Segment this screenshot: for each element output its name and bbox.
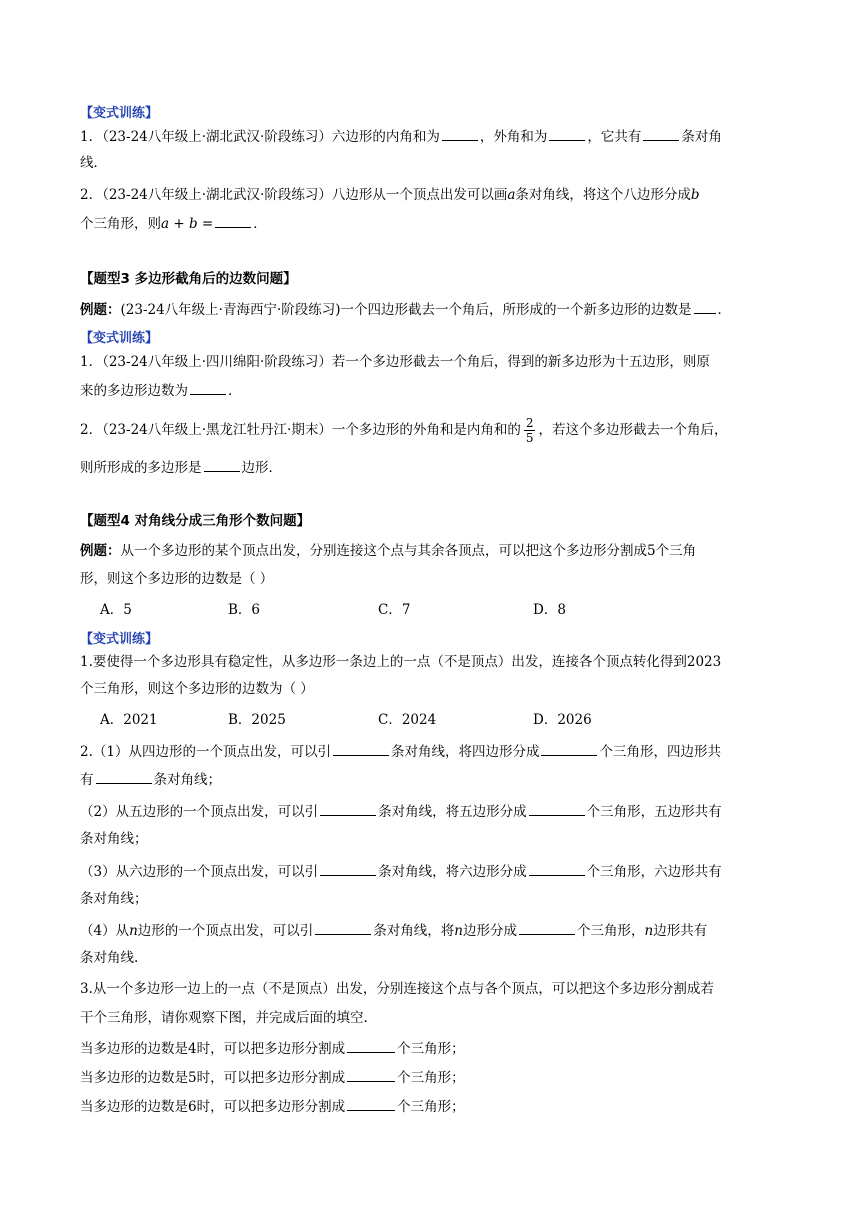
type-4-v2-part-4-line-2: 条对角线. xyxy=(80,950,139,966)
v2-p3-text-a: （3）从六边形的一个顶点出发，可以引 xyxy=(80,864,319,880)
type-3-q2-text-a: 2．（23-24八年级上·黑龙江牡丹江·期末）一个多边形的外角和是内角和的 xyxy=(80,422,521,438)
type-4-v3-line-2: 干个三角形，请你观察下图，并完成后面的填空. xyxy=(80,1010,368,1026)
v3-row-3-pre: 当多边形的边数是6时，可以把多边形分割成 xyxy=(80,1099,346,1115)
blank-new-sides[interactable] xyxy=(694,299,716,314)
blank-hexa-diagonals-from-vertex[interactable] xyxy=(320,861,376,876)
blank-polygon-type[interactable] xyxy=(204,457,240,472)
blank-a-plus-b[interactable] xyxy=(215,213,251,228)
type-3-q2-line-2 xyxy=(80,457,282,478)
option-d[interactable]: D．8 xyxy=(533,602,566,618)
blank-interior-sum[interactable] xyxy=(442,126,478,141)
q2-text-c: 个三角形，则 xyxy=(80,216,161,232)
fraction-denominator: 5 xyxy=(525,431,534,445)
v2-p1-text-c: 个三角形，四边形共 xyxy=(599,744,721,760)
fraction-numerator: 2 xyxy=(525,416,534,430)
blank-penta-triangles[interactable] xyxy=(529,801,585,816)
var-n-3: n xyxy=(644,923,654,939)
type-3-q1-line-1: 1．（23-24八年级上·四川绵阳·阶段练习）若一个多边形截去一个角后，得到的新多边形为十五边形，则原 xyxy=(80,354,710,370)
v2-p4-text-e: 个三角形， xyxy=(577,923,645,939)
v2-p1-text-a: 2.（1）从四边形的一个顶点出发，可以引 xyxy=(80,744,331,760)
blank-original-sides[interactable] xyxy=(190,380,226,395)
q1-text-a: 1．（23-24八年级上·湖北武汉·阶段练习）六边形的内角和为 xyxy=(80,129,440,145)
type-4-example-label: 例题： xyxy=(80,543,121,559)
type-4-example-line-2: 形，则这个多边形的边数是（ ） xyxy=(80,571,274,587)
blank-hexa-triangles[interactable] xyxy=(529,861,585,876)
type-4-v3-line-1: 3.从一个多边形一边上的一点（不是顶点）出发，分别连接这个点与各个顶点，可以把这个多边形分割成若 xyxy=(80,981,714,997)
type-4-v2-part-2-line-2: 条对角线； xyxy=(80,831,148,847)
v2-p4-text-b: 边形的一个顶点出发，可以引 xyxy=(137,923,314,939)
var-n-1: n xyxy=(129,923,138,939)
blank-diagonal-count[interactable] xyxy=(643,126,679,141)
variant-training-label-3: 【变式训练】 xyxy=(80,632,159,647)
blank-quad-triangles[interactable] xyxy=(541,741,597,756)
v2-p4-text-d: 边形分成 xyxy=(463,923,517,939)
type-4-v2-part-2-line-1 xyxy=(80,801,722,822)
type-3-q2-line-1 xyxy=(80,416,727,445)
question-2-line-1 xyxy=(80,185,700,205)
v3-row-4-sides xyxy=(80,1038,465,1059)
option-c[interactable]: C．7 xyxy=(378,602,411,618)
variant-training-label-1: 【变式训练】 xyxy=(80,106,159,121)
v2-p4-text-a: （4）从 xyxy=(80,923,130,939)
v3-row-1-pre: 当多边形的边数是4时，可以把多边形分割成 xyxy=(80,1041,346,1057)
blank-penta-diagonals-from-vertex[interactable] xyxy=(320,801,376,816)
v2-p2-text-a: （2）从五边形的一个顶点出发，可以引 xyxy=(80,804,319,820)
type-4-v2-part-4-line-1 xyxy=(80,920,707,941)
v1-option-a[interactable]: A．2021 xyxy=(100,712,158,728)
v2-p2-text-b: 条对角线，将五边形分成 xyxy=(378,804,527,820)
type-4-v1-line-2: 个三角形，则这个多边形的边数为（ ） xyxy=(80,681,314,697)
type-3-q2-text-d: 边形． xyxy=(241,460,282,476)
v2-p4-text-c: 条对角线，将 xyxy=(373,923,455,939)
var-n-2: n xyxy=(454,923,463,939)
v3-row-3-post: 个三角形； xyxy=(397,1099,465,1115)
type-4-example-line-1 xyxy=(80,541,696,561)
v1-option-d[interactable]: D．2026 xyxy=(533,712,592,728)
blank-quad-diagonals-from-vertex[interactable] xyxy=(333,741,389,756)
example-label: 例题： xyxy=(80,302,121,318)
v2-p1-text-b: 条对角线，将四边形分成 xyxy=(390,744,540,760)
v2-p4-text-f: 边形共有 xyxy=(653,923,708,939)
v2-p2-text-c: 个三角形，五边形共有 xyxy=(586,804,722,820)
type-4-v2-part-1-line-1 xyxy=(80,741,721,762)
type-3-q1-line-2 xyxy=(80,380,242,401)
blank-exterior-sum[interactable] xyxy=(549,126,585,141)
q2-text-d: ． xyxy=(253,216,267,232)
v1-option-c[interactable]: C．2024 xyxy=(378,712,437,728)
type-3-q1-text: 来的多边形边数为 xyxy=(80,383,188,399)
q1-text-d: 条对角 xyxy=(681,129,722,145)
v3-row-5-sides xyxy=(80,1067,465,1088)
q1-text-b: ，外角和为 xyxy=(479,129,548,145)
q2-var-a: a xyxy=(507,187,516,203)
q2-expression: a + b = xyxy=(161,216,214,232)
question-1-line-2: 线． xyxy=(80,155,107,171)
question-1-line-1 xyxy=(80,126,722,147)
option-b[interactable]: B．6 xyxy=(228,602,261,618)
v3-row-2-pre: 当多边形的边数是5时，可以把多边形分割成 xyxy=(80,1070,346,1086)
variant-training-label-2: 【变式训练】 xyxy=(80,331,159,346)
type-3-example xyxy=(80,299,731,320)
q2-text-b: 条对角线，将这个八边形分成 xyxy=(515,187,691,203)
v3-row-1-post: 个三角形； xyxy=(397,1041,465,1057)
q1-text-c: ，它共有 xyxy=(587,129,642,145)
type-3-q2-text-c: 则所形成的多边形是 xyxy=(80,460,202,476)
question-2-line-2 xyxy=(80,213,267,234)
type-3-heading: 【题型3 多边形截角后的边数问题】 xyxy=(80,271,297,287)
type-3-q2-text-b: ，若这个多边形截去一个角后， xyxy=(538,422,728,438)
type-4-v1-line-1: 1.要使得一个多边形具有稳定性，从多边形一条边上的一点（不是顶点）出发，连接各个顶点转化得到2023 xyxy=(80,654,722,670)
option-a[interactable]: A．5 xyxy=(100,602,132,618)
fraction-two-fifths xyxy=(524,416,536,445)
type-4-example-text: 从一个多边形的某个顶点出发，分别连接这个点与其余各顶点，可以把这个多边形分割成5个三角 xyxy=(120,543,697,559)
type-3-example-end: ． xyxy=(717,302,732,318)
blank-v3-six-sides[interactable] xyxy=(347,1096,395,1111)
type-4-v2-part-3-line-2: 条对角线； xyxy=(80,891,148,907)
v2-p1-text-e: 条对角线； xyxy=(153,772,221,788)
blank-n-diagonals-from-vertex[interactable] xyxy=(315,920,371,935)
v2-p3-text-c: 个三角形，六边形共有 xyxy=(586,864,722,880)
blank-v3-five-sides[interactable] xyxy=(347,1067,395,1082)
v1-option-b[interactable]: B．2025 xyxy=(228,712,286,728)
type-4-v2-part-3-line-1 xyxy=(80,861,722,882)
blank-n-triangles[interactable] xyxy=(519,920,575,935)
q2-text-a: 2．（23-24八年级上·湖北武汉·阶段练习）八边形从一个顶点出发可以画 xyxy=(80,187,508,203)
blank-v3-four-sides[interactable] xyxy=(347,1038,395,1053)
type-4-heading: 【题型4 对角线分成三角形个数问题】 xyxy=(80,513,311,529)
type-4-v2-part-1-line-2 xyxy=(80,769,221,790)
blank-quad-total-diagonals[interactable] xyxy=(96,769,152,784)
type-3-example-text: (23-24八年级上·青海西宁·阶段练习)一个四边形截去一个角后，所形成的一个新多边形的边数是 xyxy=(120,302,692,318)
v2-p1-text-d: 有 xyxy=(80,772,94,788)
v3-row-2-post: 个三角形； xyxy=(397,1070,465,1086)
type-3-q1-end: ． xyxy=(228,383,242,399)
v2-p3-text-b: 条对角线，将六边形分成 xyxy=(378,864,527,880)
q2-var-b: b xyxy=(690,187,700,203)
v3-row-6-sides xyxy=(80,1096,465,1117)
